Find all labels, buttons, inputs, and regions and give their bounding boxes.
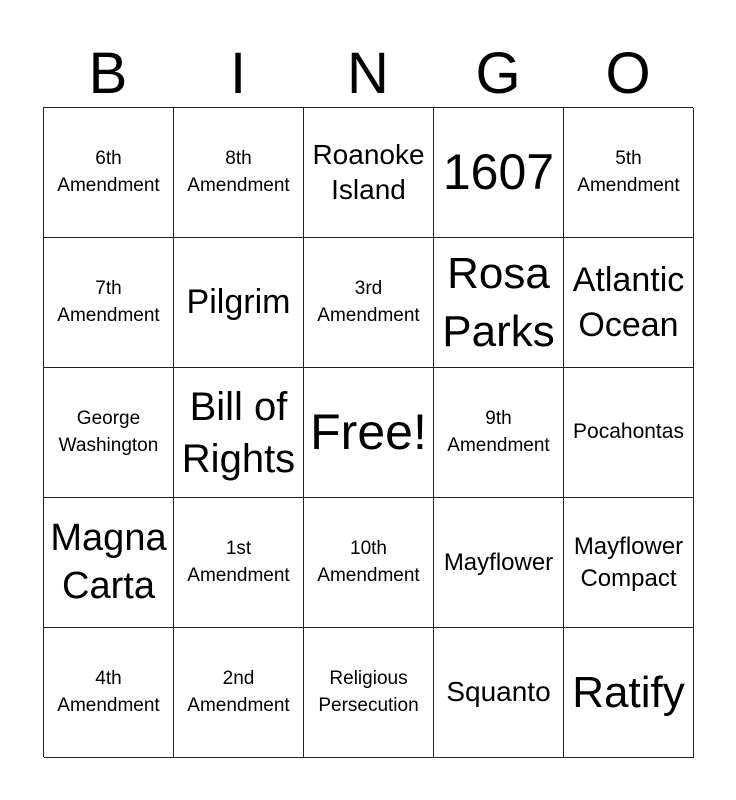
bingo-cell-r4c1[interactable] xyxy=(44,498,174,628)
bingo-cell-r1c2[interactable] xyxy=(174,108,304,238)
header-letter-b: B xyxy=(88,41,128,106)
cell-label: Religious Persecution xyxy=(318,667,419,716)
cell-label: 9th Amendment xyxy=(447,407,550,456)
bingo-header xyxy=(43,40,693,108)
bingo-cell-r2c1[interactable] xyxy=(44,238,174,368)
header-letter-o: O xyxy=(605,41,651,106)
bingo-board xyxy=(43,107,693,757)
bingo-cell-r5c2[interactable] xyxy=(174,628,304,758)
cell-label: 10th Amendment xyxy=(317,537,420,586)
cell-label: Bill of Rights xyxy=(181,384,296,481)
bingo-cell-r1c1[interactable] xyxy=(44,108,174,238)
cell-label: Mayflower xyxy=(443,548,554,576)
bingo-cell-r2c3[interactable] xyxy=(304,238,434,368)
bingo-cell-r3c4[interactable] xyxy=(434,368,564,498)
bingo-cell-r5c3[interactable] xyxy=(304,628,434,758)
cell-label: Squanto xyxy=(446,676,551,708)
cell-label: Mayflower Compact xyxy=(573,533,684,592)
bingo-cell-r4c2[interactable] xyxy=(174,498,304,628)
cell-label: Ratify xyxy=(572,667,685,717)
bingo-cell-r4c3[interactable] xyxy=(304,498,434,628)
cell-label: 1607 xyxy=(442,143,555,200)
cell-label: Free! xyxy=(310,403,427,460)
bingo-cell-r1c4[interactable] xyxy=(434,108,564,238)
cell-label: George Washington xyxy=(58,407,159,456)
bingo-cell-r4c5[interactable] xyxy=(564,498,694,628)
cell-label: Pocahontas xyxy=(573,420,684,444)
cell-label: Roanoke Island xyxy=(312,139,425,205)
bingo-cell-r2c4[interactable] xyxy=(434,238,564,368)
cell-label: Magna Carta xyxy=(50,517,167,607)
bingo-cell-r2c2[interactable] xyxy=(174,238,304,368)
cell-label: 2nd Amendment xyxy=(187,667,290,716)
cell-label: 8th Amendment xyxy=(187,147,290,196)
bingo-cell-r3c1[interactable] xyxy=(44,368,174,498)
bingo-cell-r4c4[interactable] xyxy=(434,498,564,628)
header-letter-n: N xyxy=(347,41,389,106)
header-letter-g: G xyxy=(475,41,521,106)
cell-label: 3rd Amendment xyxy=(317,277,420,326)
bingo-cell-r1c5[interactable] xyxy=(564,108,694,238)
bingo-cell-r2c5[interactable] xyxy=(564,238,694,368)
header-letter-i: I xyxy=(229,41,247,106)
cell-label: Rosa Parks xyxy=(442,249,555,356)
cell-label: 7th Amendment xyxy=(57,277,160,326)
cell-label: 4th Amendment xyxy=(57,667,160,716)
bingo-cell-r5c5[interactable] xyxy=(564,628,694,758)
cell-label: Atlantic Ocean xyxy=(572,261,685,344)
cell-label: 1st Amendment xyxy=(187,537,290,586)
bingo-cell-r3c5[interactable] xyxy=(564,368,694,498)
bingo-cell-r5c1[interactable] xyxy=(44,628,174,758)
bingo-free-space[interactable] xyxy=(304,368,434,498)
bingo-cell-r3c2[interactable] xyxy=(174,368,304,498)
cell-label: 5th Amendment xyxy=(577,147,680,196)
bingo-cell-r5c4[interactable] xyxy=(434,628,564,758)
bingo-cell-r1c3[interactable] xyxy=(304,108,434,238)
cell-label: Pilgrim xyxy=(186,282,291,321)
cell-label: 6th Amendment xyxy=(57,147,160,196)
